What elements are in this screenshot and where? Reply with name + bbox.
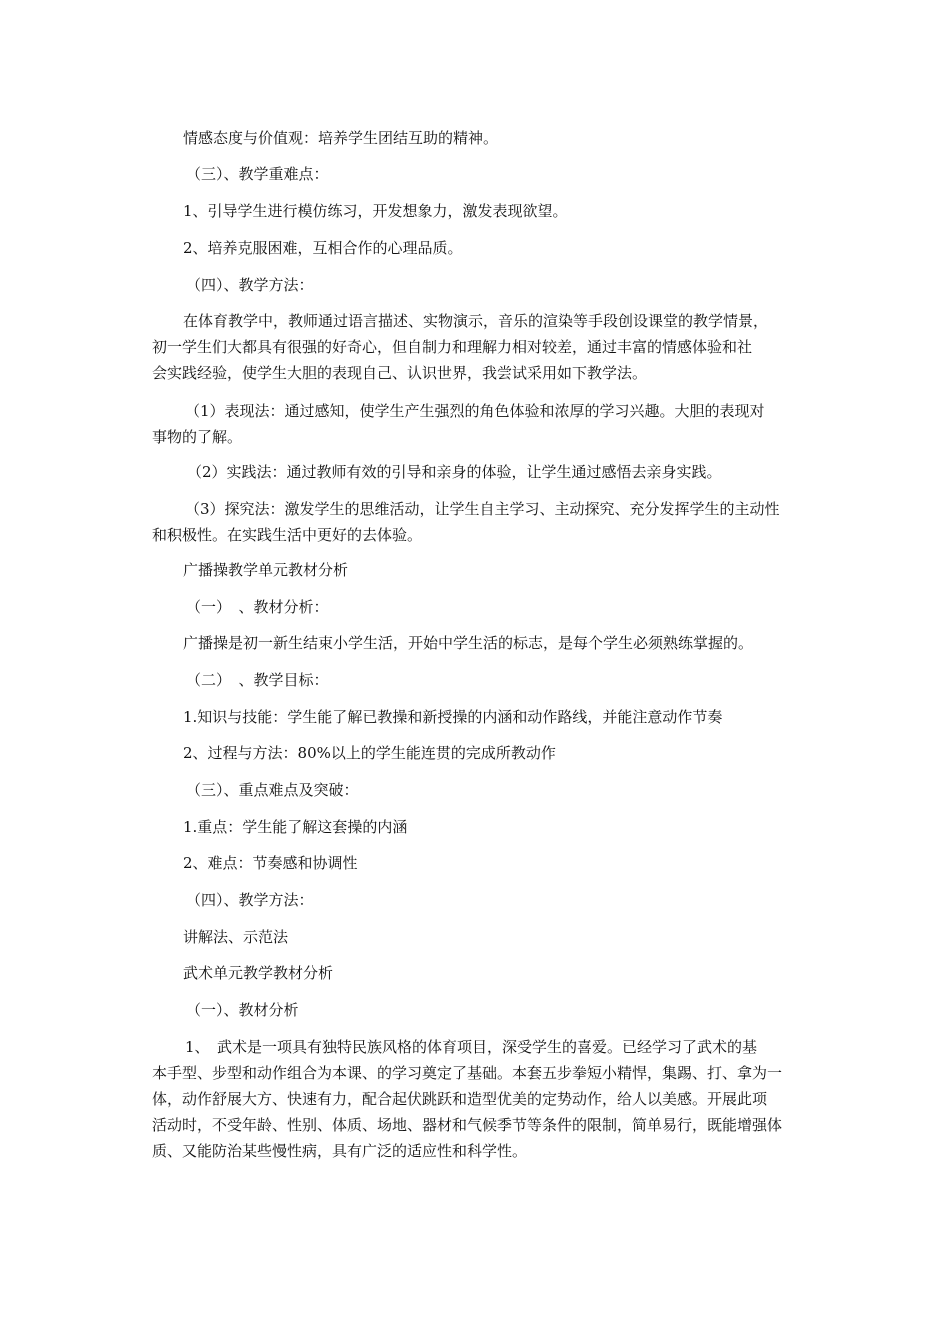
radio-exercise-title: 广播操教学单元教材分析 [183, 561, 349, 579]
martial-arts-line-3: 体，动作舒展大方、快速有力，配合起伏跳跃和造型优美的定势动作，给人以美感。开展此项 [152, 1090, 768, 1108]
martial-arts-section-1-heading: （一）、教材分析 [186, 1001, 299, 1019]
martial-arts-line-5: 质、又能防治某些慢性病，具有广泛的适应性和科学性。 [152, 1142, 528, 1160]
martial-arts-title: 武术单元教学教材分析 [183, 964, 334, 982]
methods-intro-line-2: 初一学生们大都具有很强的好奇心，但自制力和理解力相对较差，通过丰富的情感体验和社 [152, 338, 753, 356]
martial-arts-analysis-paragraph [152, 1034, 788, 1164]
martial-arts-line-4: 活动时，不受年龄、性别、体质、场地、器材和气候季节等条件的限制，简单易行，既能增强体 [152, 1116, 783, 1134]
radio-section-3-heading: （三）、重点难点及突破： [186, 781, 359, 799]
radio-goal-2: 2、过程与方法：80%以上的学生能连贯的完成所教动作 [183, 744, 556, 762]
radio-section-4-heading: （四）、教学方法： [186, 891, 314, 909]
method-3-line-2: 和积极性。在实践生活中更好的去体验。 [152, 526, 423, 544]
radio-methods-line: 讲解法、示范法 [183, 928, 289, 946]
radio-goal-1: 1.知识与技能：学生能了解已教操和新授操的内涵和动作路线，并能注意动作节奏 [183, 708, 723, 726]
martial-arts-line-2: 本手型、步型和动作组合为本课、的学习奠定了基础。本套五步拳短小精悍，集踢、打、拿为一 [152, 1064, 783, 1082]
method-3-line-1: （3）探究法：激发学生的思维活动，让学生自主学习、主动探究、充分发挥学生的主动性 [185, 500, 780, 518]
method-1-paragraph [152, 398, 788, 450]
radio-difficulty: 2、难点：节奏感和协调性 [183, 854, 358, 872]
method-3-paragraph [152, 496, 788, 548]
radio-key-point: 1.重点：学生能了解这套操的内涵 [183, 818, 408, 836]
method-1-line-2: 事物的了解。 [152, 428, 243, 446]
radio-section-1-heading: （一） 、教材分析： [186, 598, 329, 616]
method-2-line: （2）实践法：通过教师有效的引导和亲身的体验，让学生通过感悟去亲身实践。 [187, 463, 722, 481]
methods-intro-paragraph [152, 308, 788, 386]
key-point-1: 1、引导学生进行模仿练习，开发想象力，激发表现欲望。 [183, 202, 568, 220]
key-point-2: 2、培养克服困难，互相合作的心理品质。 [183, 239, 463, 257]
methods-intro-line-1: 在体育教学中，教师通过语言描述、实物演示，音乐的渲染等手段创设课堂的教学情景， [183, 312, 769, 330]
affective-goal-line: 情感态度与价值观：培养学生团结互助的精神。 [183, 129, 499, 147]
section-heading-key-difficulties: （三）、教学重难点： [186, 165, 329, 183]
section-heading-methods: （四）、教学方法： [186, 276, 314, 294]
radio-section-2-heading: （二） 、教学目标： [186, 671, 329, 689]
methods-intro-line-3: 会实践经验，使学生大胆的表现自己、认识世界，我尝试采用如下教学法。 [152, 364, 648, 382]
martial-arts-line-1: 1、 武术是一项具有独特民族风格的体育项目，深受学生的喜爱。已经学习了武术的基 [185, 1038, 758, 1056]
radio-analysis-line: 广播操是初一新生结束小学生活，开始中学生活的标志，是每个学生必须熟练掌握的。 [183, 634, 754, 652]
method-1-line-1: （1）表现法：通过感知，使学生产生强烈的角色体验和浓厚的学习兴趣。大胆的表现对 [185, 402, 765, 420]
